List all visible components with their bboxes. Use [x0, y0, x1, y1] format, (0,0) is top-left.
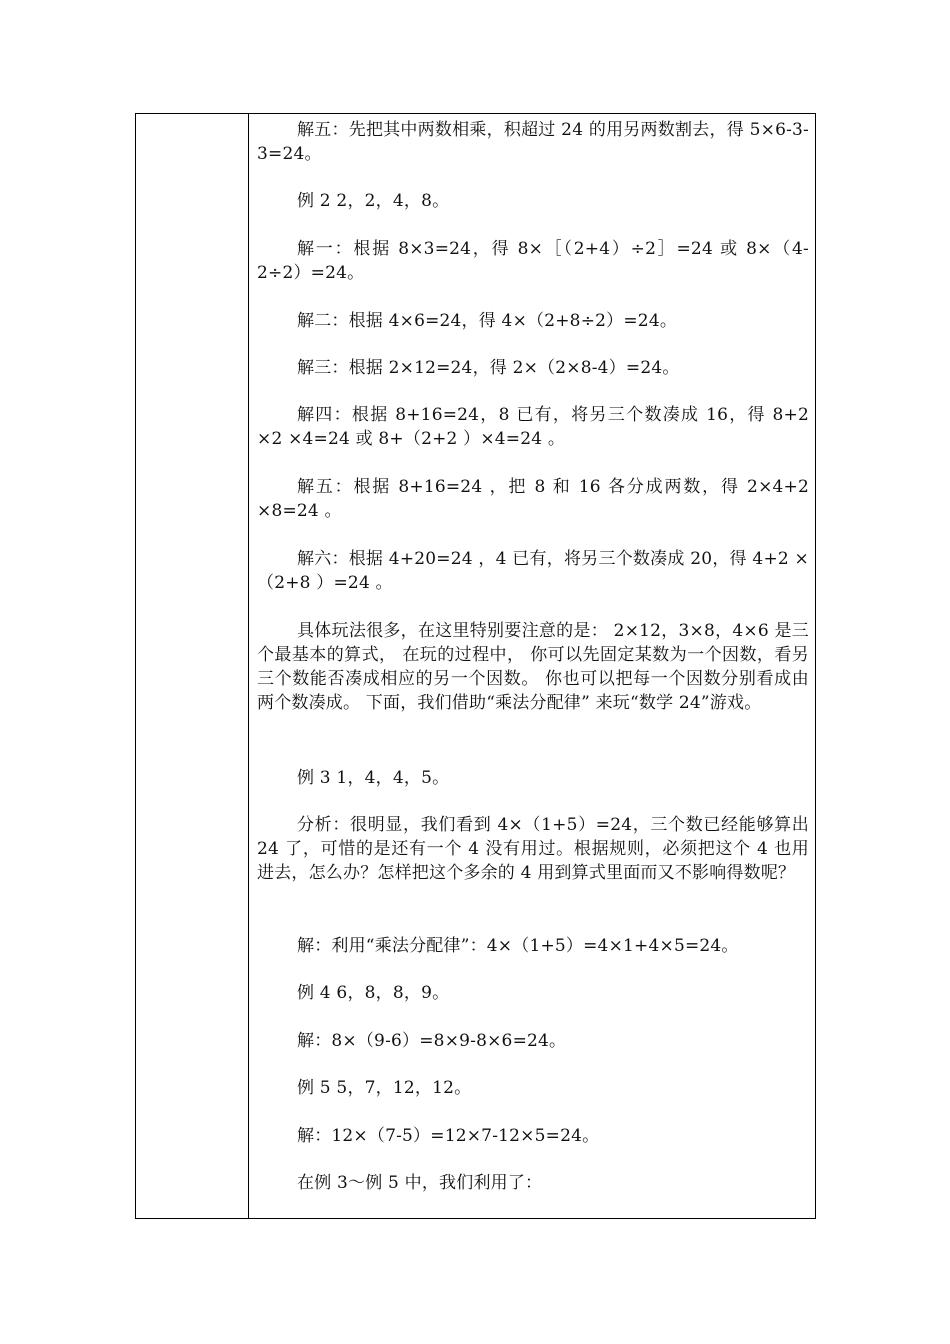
paragraph-example-4: 例 4 6，8，8，9。	[297, 983, 450, 1003]
paragraph-example-5: 例 5 5，7，12，12。	[297, 1078, 472, 1098]
paragraph-solution-3: 解三：根据 2×12=24，得 2×（2×8-4）=24。	[297, 358, 680, 378]
paragraph-solution-example-3: 解：利用“乘法分配律”：4×（1+5）=4×1+4×5=24。	[297, 936, 739, 956]
table-left-column	[136, 114, 249, 1218]
paragraph-gameplay-notes: 具体玩法很多，在这里特别要注意的是： 2×12，3×8，4×6 是三个最基本的算式， 在玩的过程中， 你可以先固定某数为一个因数，看另三个数能否凑成相应的另一个因数。 你也可以把每一个因数分别看成由两个数凑成。 下面，我们借助“乘法分配律” 来玩“数学 24”游戏。	[257, 621, 809, 713]
table-content-column	[249, 114, 815, 1218]
paragraph-solution-example-5: 解：12×（7-5）=12×7-12×5=24。	[297, 1126, 600, 1146]
paragraph-summary-intro: 在例 3～例 5 中，我们利用了：	[297, 1173, 543, 1193]
paragraph-solution-5a: 解五：先把其中两数相乘，积超过 24 的用另两数割去，得 5×6-3-3=24。	[257, 120, 809, 164]
paragraph-example-2: 例 2 2，2，4，8。	[297, 191, 450, 211]
paragraph-analysis: 分析：很明显，我们看到 4×（1+5）=24，三个数已经能够算出 24 了，可惜的是还有一个 4 没有用过。根据规则，必须把这个 4 也用进去，怎么办？怎样把这个多余的 4 用到算式里面而又不影响得数呢？	[257, 815, 809, 883]
paragraph-example-3: 例 3 1，4，4，5。	[297, 768, 450, 788]
document-table	[135, 113, 816, 1219]
paragraph-solution-2: 解二：根据 4×6=24，得 4×（2+8÷2）=24。	[297, 311, 678, 331]
paragraph-solution-example-4: 解：8×（9-6）=8×9-8×6=24。	[297, 1031, 567, 1051]
paragraph-solution-1: 解一：根据 8×3=24，得 8×［（2+4）÷2］=24 或 8×（4-2÷2）=24。	[257, 239, 809, 283]
paragraph-solution-6: 解六：根据 4+20=24 ，4 已有，将另三个数凑成 20，得 4+2 ×（2+8 ）=24 。	[257, 549, 809, 593]
paragraph-solution-5b: 解五：根据 8+16=24 ，把 8 和 16 各分成两数，得 2×4+2 ×8=24 。	[257, 477, 809, 521]
paragraph-solution-4: 解四：根据 8+16=24，8 已有，将另三个数凑成 16，得 8+2 ×2 ×4=24 或 8+（2+2 ）×4=24 。	[257, 405, 809, 449]
